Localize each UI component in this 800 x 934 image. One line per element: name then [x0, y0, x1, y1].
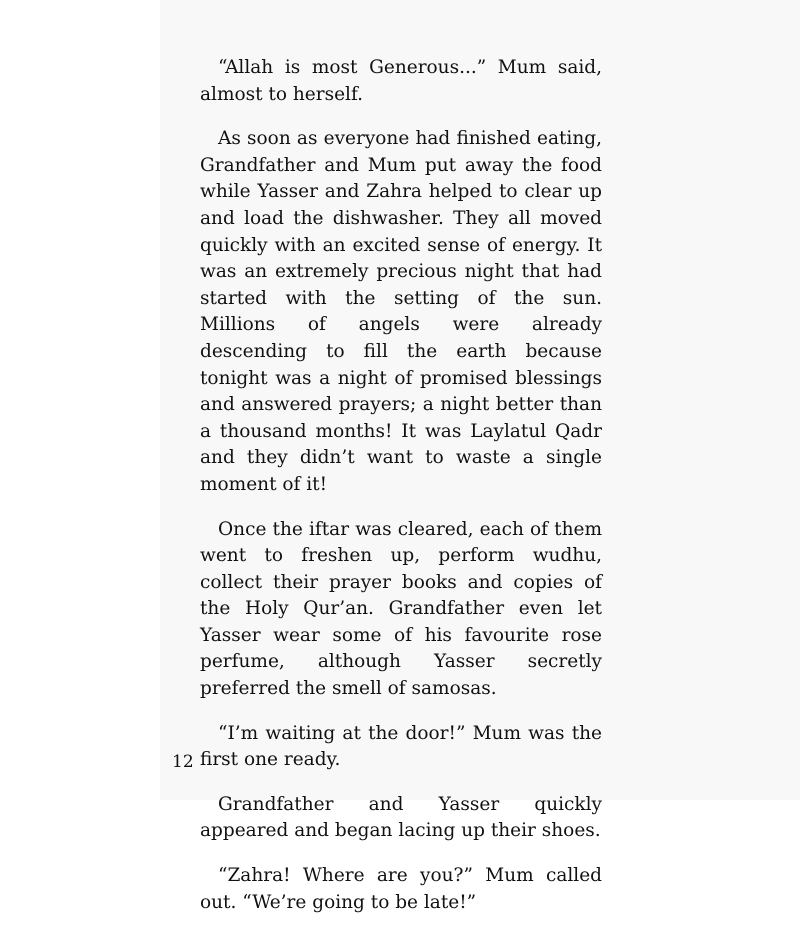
paragraph-4: “I’m waiting at the door!” Mum was the first one ready. [200, 722, 602, 771]
paragraph-3: Once the iftar was cleared, each of them went to freshen up, perform wudhu, collect their prayer books and copies of the Holy Qur’an. Grandfather even let Yasser wear some of his favourite rose perfume, although Yasser secretly preferred the smell of samosas. [200, 518, 602, 700]
paragraph-1: “Allah is most Generous...” Mum said, almost to herself. [200, 57, 602, 105]
paragraph-5: Grandfather and Yasser quickly appeared and began lacing up their shoes. [200, 793, 602, 842]
paragraph-6: “Zahra! Where are you?” Mum called out. “We’re going to be late!” [200, 865, 602, 913]
book-page [160, 0, 800, 913]
paragraph-2: As soon as everyone had finished eating, Grandfather and Mum put away the food while Yasser and Zahra helped to clear up and load the dishwasher. They all moved quickly with an excited sense of energy. It was an extremely precious night that had started with the setting of the sun. Millions of angels were already descending to fill the earth because tonight was a night of promised blessings and answered prayers; a night better than a thousand months! It was Laylatul Qadr and they didn’t want to waste a single moment of it! [200, 128, 602, 495]
page-body-text [200, 55, 602, 934]
page-number: 12 [172, 752, 194, 772]
